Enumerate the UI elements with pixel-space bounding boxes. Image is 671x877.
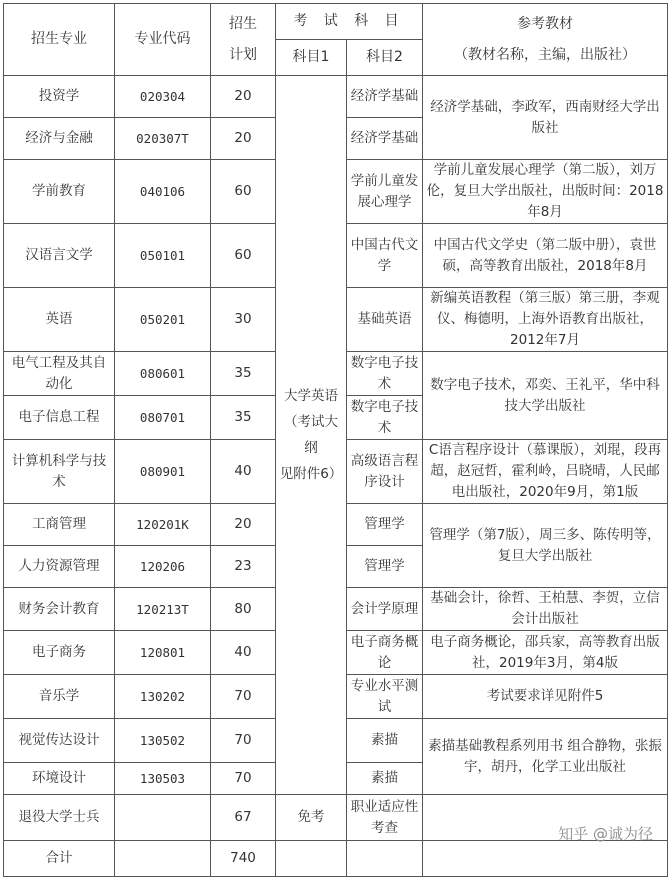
major-cell: 学前教育: [4, 160, 115, 224]
header-code: 专业代码: [115, 4, 211, 76]
major-cell: 电子信息工程: [4, 396, 115, 440]
subject2-cell: 管理学: [347, 546, 423, 588]
major-cell: 音乐学: [4, 675, 115, 719]
major-cell: 汉语言文学: [4, 224, 115, 288]
total-code-empty: [115, 841, 211, 877]
plan-cell: 70: [211, 763, 276, 795]
total-empty-1: [276, 841, 347, 877]
enrollment-table: [3, 3, 668, 877]
plan-cell: 20: [211, 504, 276, 546]
subject2-cell: 素描: [347, 719, 423, 763]
code-cell: 130503: [115, 763, 211, 795]
code-cell: 050101: [115, 224, 211, 288]
code-cell: 050201: [115, 288, 211, 352]
code-cell: 120213T: [115, 588, 211, 631]
subject2-cell: 中国古代文学: [347, 224, 423, 288]
code-cell: [115, 795, 211, 841]
plan-cell: 30: [211, 288, 276, 352]
major-cell: 工商管理: [4, 504, 115, 546]
subject1-english-cell: [276, 76, 347, 795]
code-cell: 130502: [115, 719, 211, 763]
code-cell: 080901: [115, 440, 211, 504]
subject2-cell: 电子商务概论: [347, 631, 423, 675]
major-cell: 环境设计: [4, 763, 115, 795]
total-empty-3: [423, 841, 668, 877]
code-cell: 120206: [115, 546, 211, 588]
ref-cell: 经济学基础，李政军，西南财经大学出版社: [423, 76, 668, 160]
plan-cell: 60: [211, 160, 276, 224]
subject1-line1: 大学英语: [284, 388, 338, 404]
major-cell: 电气工程及其自动化: [4, 352, 115, 396]
header-ref-sub: （教材名称，主编，出版社）: [454, 46, 637, 63]
subject2-cell: 数字电子技术: [347, 396, 423, 440]
code-cell: 120201K: [115, 504, 211, 546]
table-row: [4, 76, 668, 118]
plan-cell: 40: [211, 440, 276, 504]
code-cell: 120801: [115, 631, 211, 675]
ref-cell: C语言程序设计（慕课版），刘琨，段再超，赵冠哲，霍利岭，吕晓晴，人民邮电出版社，2020年9月，第1版: [423, 440, 668, 504]
header-exam: 考 试 科 目: [276, 4, 423, 40]
ref-cell: 电子商务概论，邵兵家，高等教育出版社，2019年3月，第4版: [423, 631, 668, 675]
code-cell: 130202: [115, 675, 211, 719]
subject2-cell: 高级语言程序设计: [347, 440, 423, 504]
header-plan-line2: 计划: [229, 46, 257, 63]
ref-cell: 素描基础教程系列用书 组合静物，张振宇，胡丹，化学工业出版社: [423, 719, 668, 795]
header-ref-title: 参考教材: [517, 15, 574, 32]
header-major: 招生专业: [4, 4, 115, 76]
plan-cell: 80: [211, 588, 276, 631]
code-cell: 080701: [115, 396, 211, 440]
code-cell: 040106: [115, 160, 211, 224]
ref-cell: 基础会计，徐哲、王柏慧、李贺，立信会计出版社: [423, 588, 668, 631]
plan-cell: 35: [211, 352, 276, 396]
header-subject2: 科目2: [347, 40, 423, 76]
code-cell: 080601: [115, 352, 211, 396]
header-plan: [211, 4, 276, 76]
major-cell: 电子商务: [4, 631, 115, 675]
header-plan-line1: 招生: [229, 15, 257, 32]
major-cell: 英语: [4, 288, 115, 352]
subject1-cell: 免考: [276, 795, 347, 841]
plan-cell: 60: [211, 224, 276, 288]
subject1-line3: 见附件6）: [279, 466, 343, 482]
plan-cell: 70: [211, 719, 276, 763]
total-plan: 740: [211, 841, 276, 877]
plan-cell: 20: [211, 76, 276, 118]
plan-cell: 20: [211, 118, 276, 160]
plan-cell: 23: [211, 546, 276, 588]
subject2-cell: 数字电子技术: [347, 352, 423, 396]
ref-cell: 管理学（第7版），周三多、陈传明等，复旦大学出版社: [423, 504, 668, 588]
subject2-cell: 素描: [347, 763, 423, 795]
code-cell: 020307T: [115, 118, 211, 160]
ref-cell: 学前儿童发展心理学（第二版），刘万伦，复旦大学出版社，出版时间：2018年8月: [423, 160, 668, 224]
plan-cell: 35: [211, 396, 276, 440]
ref-cell: 中国古代文学史（第二版中册），袁世硕，高等教育出版社，2018年8月: [423, 224, 668, 288]
ref-cell: 新编英语教程（第三版）第三册，李观仪、梅德明，上海外语教育出版社，2012年7月: [423, 288, 668, 352]
header-subject1: 科目1: [276, 40, 347, 76]
ref-cell: 考试要求详见附件5: [423, 675, 668, 719]
major-cell: 视觉传达设计: [4, 719, 115, 763]
plan-cell: 67: [211, 795, 276, 841]
subject1-line2: （考试大纲: [284, 414, 338, 456]
code-cell: 020304: [115, 76, 211, 118]
table-row-total: [4, 841, 668, 877]
major-cell: 投资学: [4, 76, 115, 118]
subject2-cell: 经济学基础: [347, 76, 423, 118]
total-label: 合计: [4, 841, 115, 877]
subject2-cell: 管理学: [347, 504, 423, 546]
subject2-cell: 基础英语: [347, 288, 423, 352]
subject2-cell: 学前儿童发展心理学: [347, 160, 423, 224]
plan-cell: 40: [211, 631, 276, 675]
header-ref: [423, 4, 668, 76]
major-cell: 人力资源管理: [4, 546, 115, 588]
major-cell: 经济与金融: [4, 118, 115, 160]
plan-cell: 70: [211, 675, 276, 719]
major-cell: 退役大学士兵: [4, 795, 115, 841]
major-cell: 计算机科学与技术: [4, 440, 115, 504]
major-cell: 财务会计教育: [4, 588, 115, 631]
subject2-cell: 经济学基础: [347, 118, 423, 160]
ref-cell: 数字电子技术，邓奕、王礼平，华中科技大学出版社: [423, 352, 668, 440]
subject2-cell: 职业适应性考查: [347, 795, 423, 841]
subject2-cell: 专业水平测试: [347, 675, 423, 719]
total-empty-2: [347, 841, 423, 877]
watermark: 知乎 @诚为径: [558, 825, 653, 843]
subject2-cell: 会计学原理: [347, 588, 423, 631]
